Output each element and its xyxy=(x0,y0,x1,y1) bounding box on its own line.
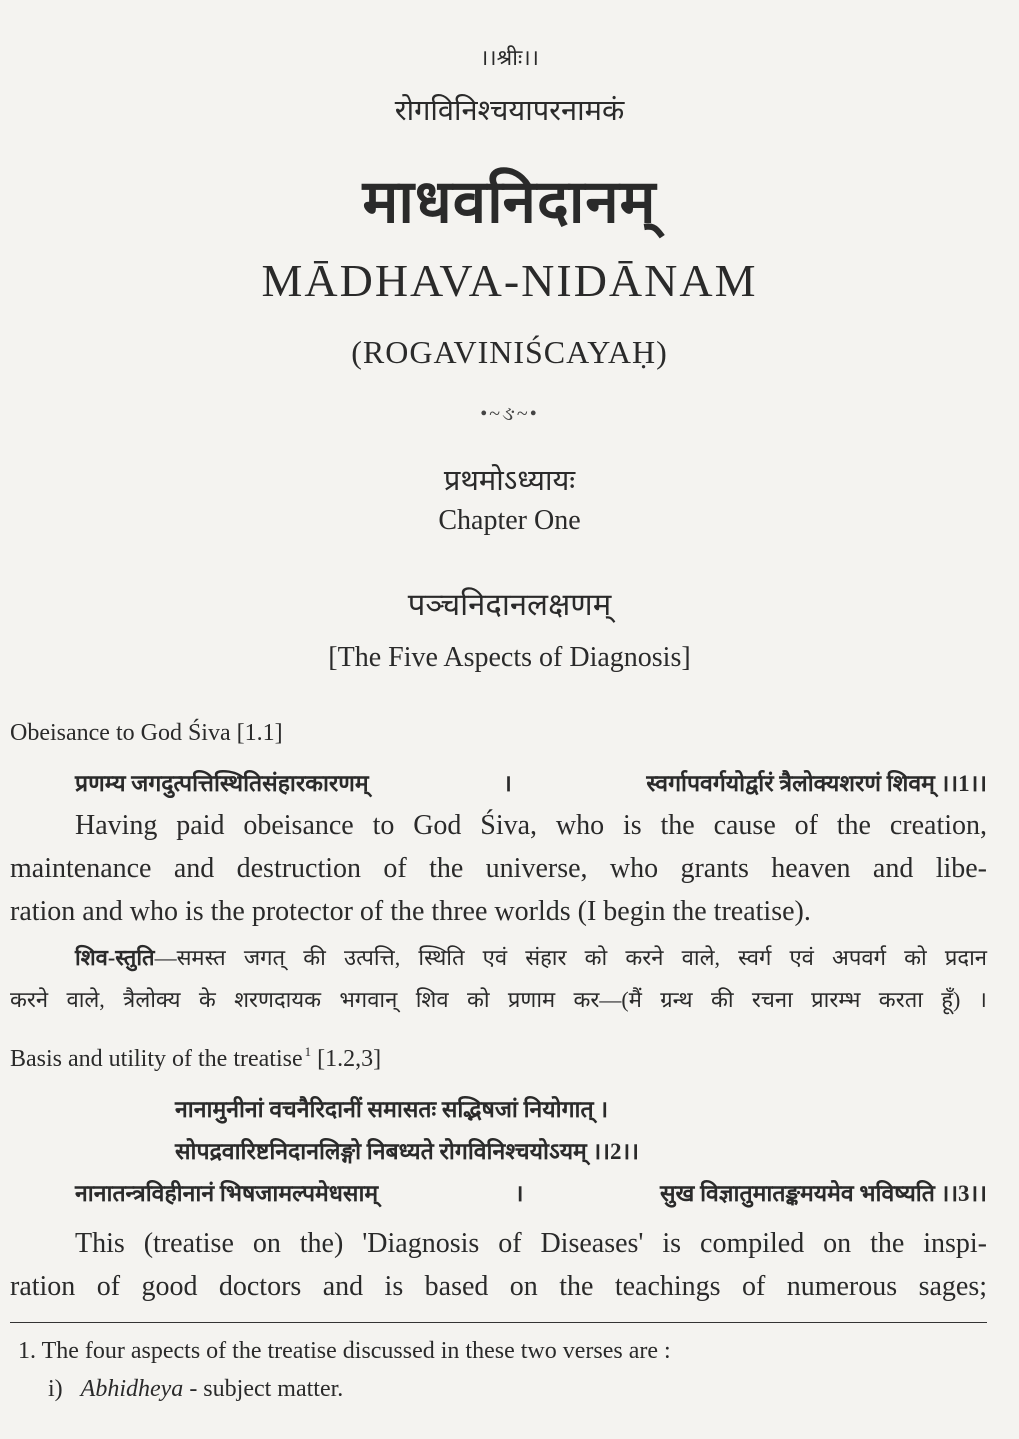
hindi-commentary-1 xyxy=(10,937,987,1021)
hindi-text: —समस्त जगत् की उत्पत्ति, स्थिति एवं संहार को करने वाले, स्वर्ग एवं अपवर्ग को प्रदान xyxy=(154,945,987,970)
title-english: MĀDHAVA-NIDĀNAM xyxy=(261,255,758,306)
footnote-term: Abhidheya xyxy=(80,1376,184,1402)
auspicious-mark: ।।श्रीः।। xyxy=(479,45,540,70)
verse-1-separator: । xyxy=(503,771,512,796)
section-title-sanskrit: पञ्चनिदानलक्षणम् xyxy=(407,587,612,622)
footnote-item-1 xyxy=(48,1376,343,1403)
section-heading-basis xyxy=(10,1044,381,1073)
translation-1-line: Having paid obeisance to God Śiva, who is the cause of the creation, xyxy=(75,810,987,841)
hindi-line: करने वाले, त्रैलोक्य के शरणदायक भगवान् शिव को प्रणाम कर—(मैं ग्रन्थ की रचना प्रारम्भ करता हूँ) । xyxy=(10,987,987,1012)
verse-1-part1: प्रणम्य जगदुत्पत्तिस्थितिसंहारकारणम् xyxy=(75,771,369,796)
verse-1 xyxy=(75,766,987,798)
verse-1-part2: स्वर्गापवर्गयोर्द्वारं त्रैलोक्यशरणं शिवम् ।।1।। xyxy=(646,771,987,796)
verse-2-line-1: नानामुनीनां वचनैरिदानीं समासतः सद्भिषजां नियोगात् । xyxy=(175,1097,609,1122)
translation-1-line: maintenance and destruction of the universe, who grants heaven and libe- xyxy=(10,853,987,884)
heading-2-ref: [1.2,3] xyxy=(317,1046,382,1072)
verse-2-line-2: सोपद्रवारिष्टनिदानलिङ्गो निबध्यते रोगविनिश्चयोऽयम् ।।2।। xyxy=(175,1139,639,1164)
footnote-1: 1. The four aspects of the treatise discussed in these two verses are : xyxy=(18,1338,671,1364)
section-heading-obeisance: Obeisance to God Śiva [1.1] xyxy=(10,720,283,746)
heading-2-text: Basis and utility of the treatise xyxy=(10,1046,303,1072)
translation-1 xyxy=(10,804,987,933)
footnote-item-number: i) xyxy=(48,1376,63,1402)
translation-1-line: ration and who is the protector of the three worlds (I begin the treatise). xyxy=(10,896,811,927)
verse-3 xyxy=(75,1176,987,1208)
verse-3-part2: सुख विज्ञातुमातङ्कमयमेव भविष्यति ।।3।। xyxy=(659,1181,987,1206)
hindi-label: शिव-स्तुति xyxy=(75,945,155,970)
title-sanskrit: माधवनिदानम् xyxy=(362,169,657,235)
translation-2 xyxy=(10,1222,987,1308)
chapter-title-english: Chapter One xyxy=(438,505,581,536)
chapter-title-sanskrit: प्रथमोऽध्यायः xyxy=(443,465,576,497)
footnote-marker: 1 xyxy=(304,1044,312,1059)
verse-3-separator: । xyxy=(514,1181,524,1206)
footnote-divider xyxy=(10,1322,987,1323)
title-prefix: रोगविनिश्चयापरनामकं xyxy=(394,95,625,127)
translation-2-line: This (treatise on the) 'Diagnosis of Diseases' is compiled on the inspi- xyxy=(75,1228,987,1259)
footnote-definition: - subject matter. xyxy=(183,1376,344,1402)
verse-3-part1: नानातन्त्रविहीनानं भिषजामल्पमेधसाम् xyxy=(75,1181,379,1206)
title-alternate: (ROGAVINIŚCAYAḤ) xyxy=(351,334,668,370)
translation-2-line: ration of good doctors and is based on the teachings of numerous sages; xyxy=(10,1271,987,1302)
section-title-english: [The Five Aspects of Diagnosis] xyxy=(328,642,691,673)
ornament-divider: •~ઙ~• xyxy=(480,403,539,425)
hindi-line xyxy=(10,937,987,979)
